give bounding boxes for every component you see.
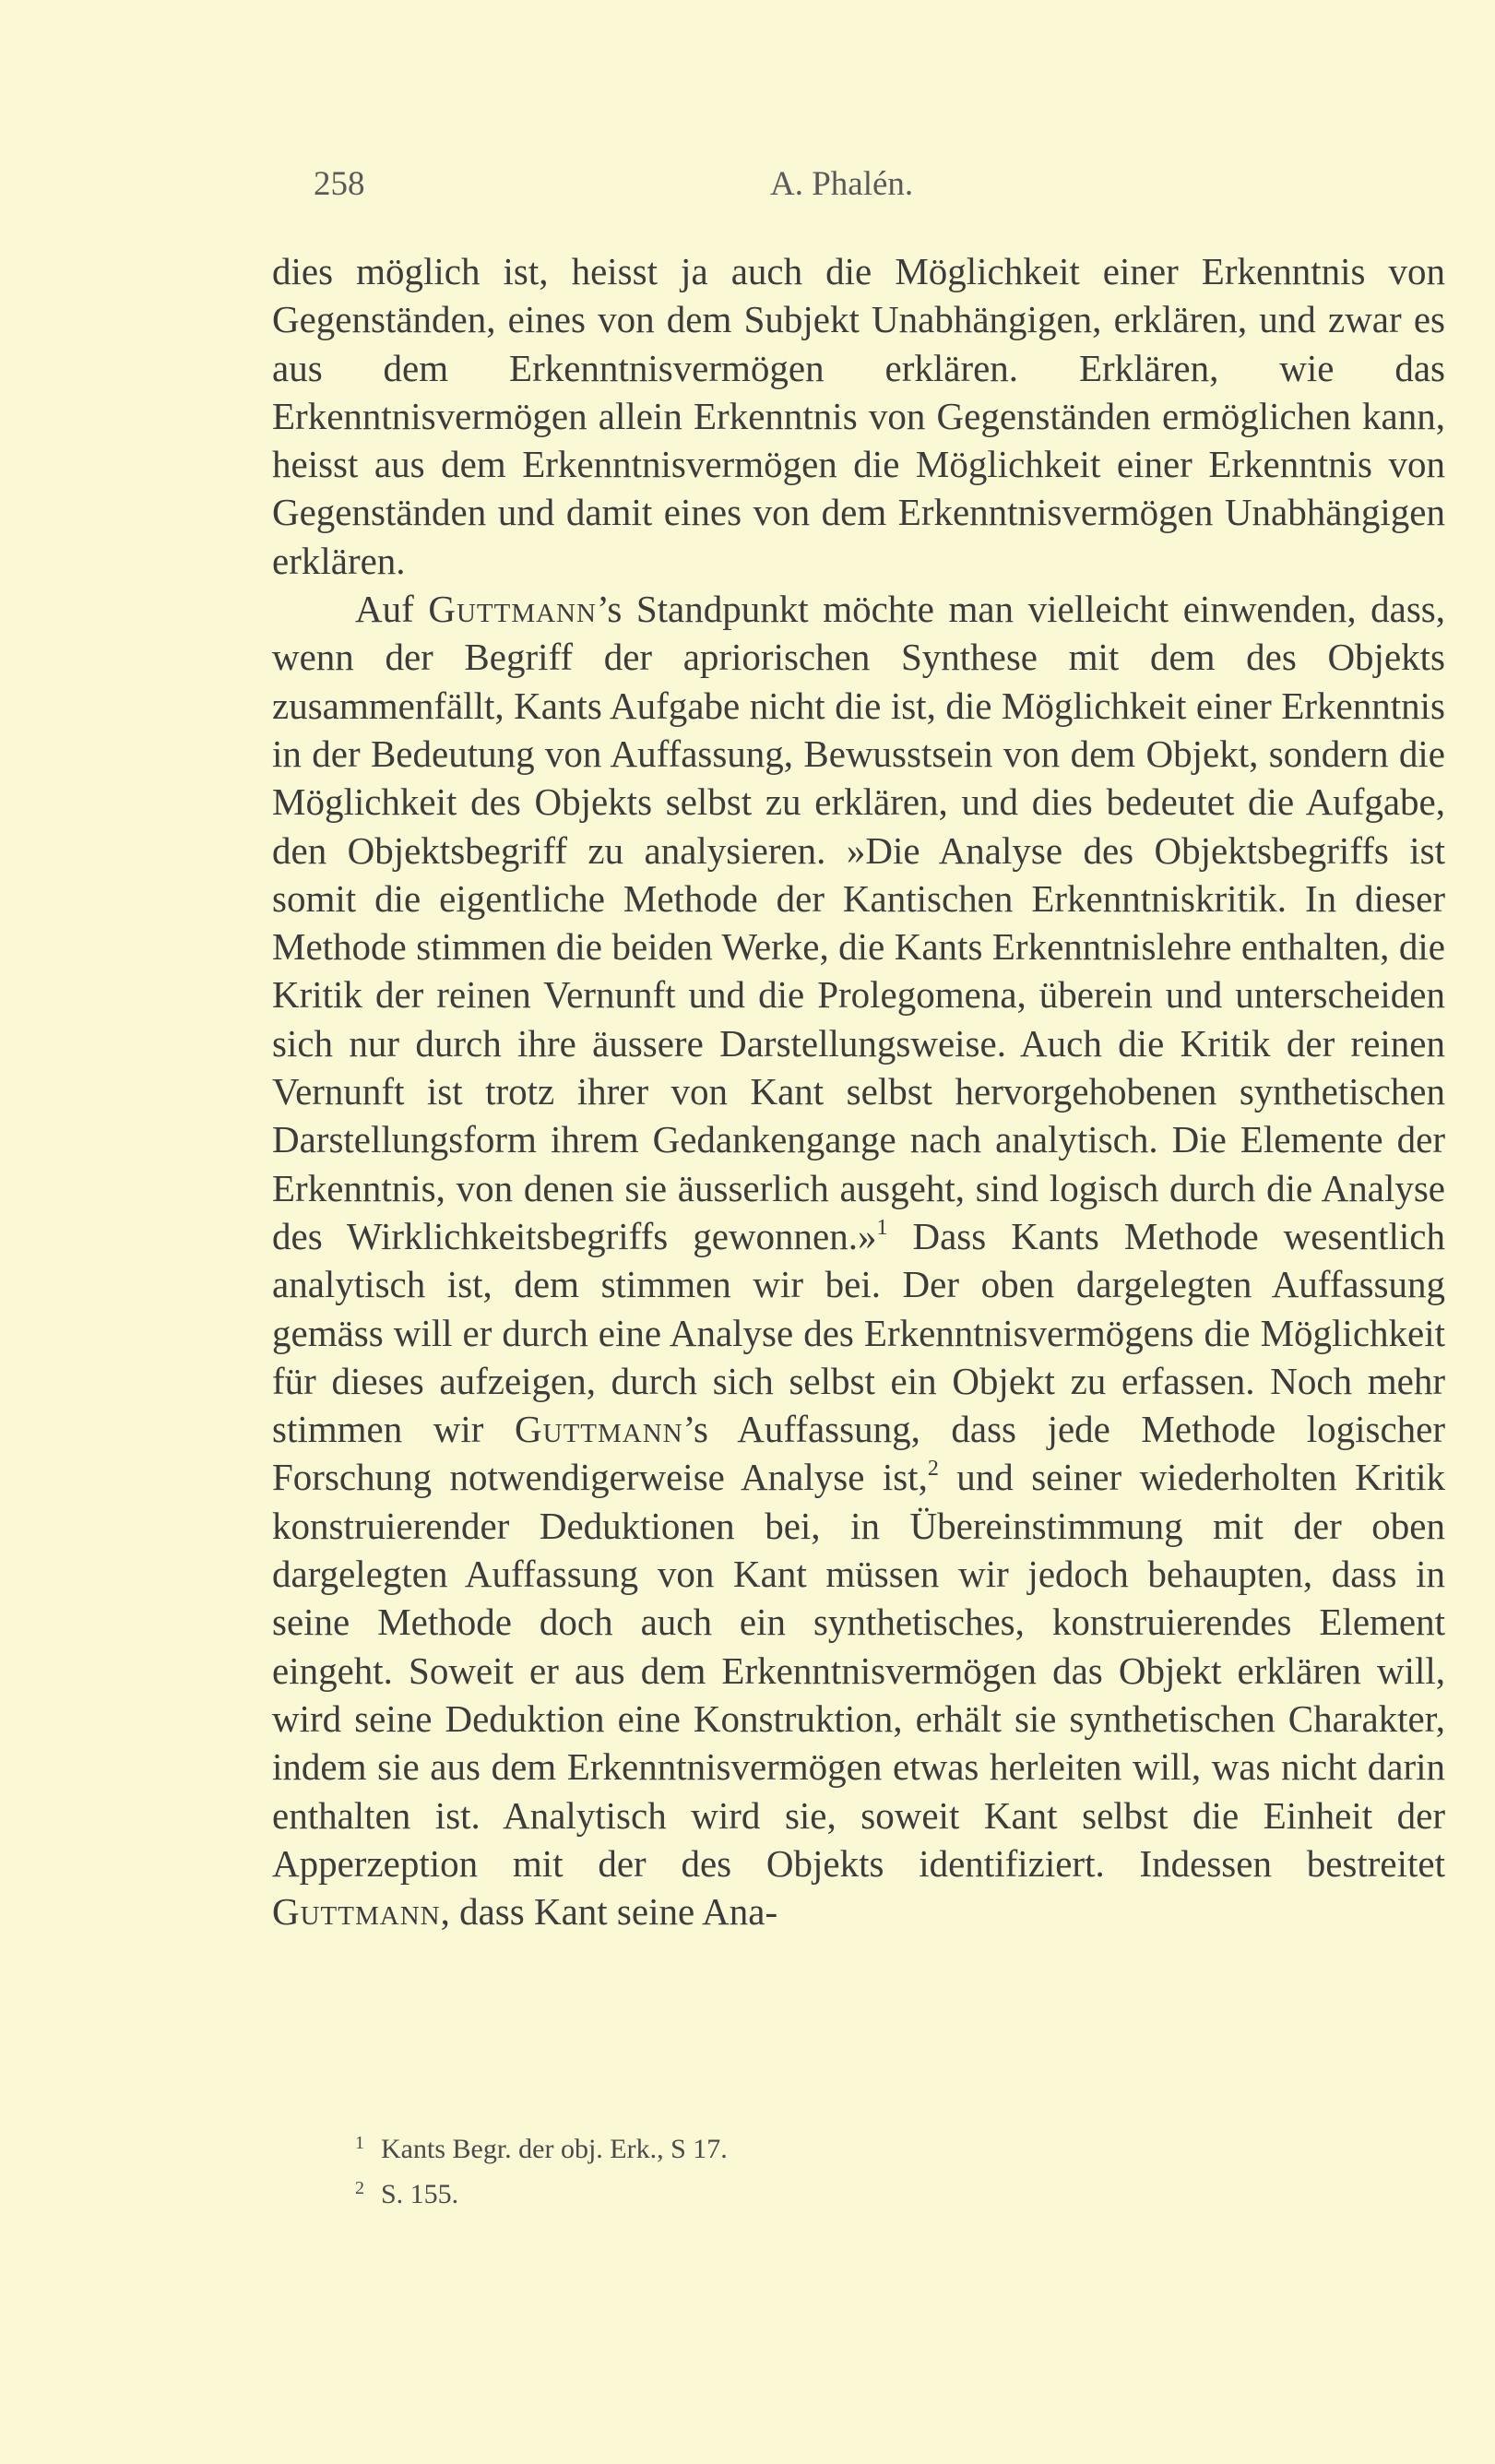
text-run: und seiner wiederholten Kritik konstruierender Deduktionen bei, in Übereinstimmung mit der oben dargelegten Auffassung von Kant müssen wir jedoch behaupten, dass in seine Methode doch auch ein synthetisches, konstruierendes Element eingeht. Soweit er aus dem Erkenntnisvermögen das Objekt erklären will, wird seine Deduktion eine Konstruktion, erhält sie synthetischen Charakter, indem sie aus dem Erkenntnisvermögen etwas herleiten will, was nicht darin enthalten ist. Analytisch wird sie, soweit Kant selbst die Einheit der Apperzeption mit der des Objekts identifiziert. Indessen bestreitet — [272, 1456, 1445, 1885]
running-head-author: A. Phalén. — [770, 165, 914, 203]
author-name-guttmann: Guttmann — [272, 1890, 441, 1934]
footnote-ref-1[interactable]: 1 — [876, 1215, 888, 1240]
footnote-mark: 2 — [355, 2178, 364, 2198]
footnote-text: Kants Begr. der obj. Erk., S 17. — [381, 2134, 728, 2164]
footnote-mark: 1 — [355, 2133, 364, 2153]
footnote-ref-2[interactable]: 2 — [927, 1457, 939, 1482]
footnote-text: S. 155. — [381, 2179, 459, 2209]
author-name-guttmann: Guttmann — [515, 1408, 683, 1451]
footnote-2 — [355, 2169, 1370, 2214]
text-run: Dass Kants Methode wesentlich analytisch ist, dem stimmen wir bei. Der oben dargelegten Auffassung gemäss will er durch eine Analyse des Erkenntnisvermögens die Möglichkeit für dieses aufzeigen, durch sich selbst ein Objekt zu erfassen. Noch mehr stimmen wir — [272, 1214, 1445, 1451]
page-number: 258 — [314, 165, 365, 203]
paragraph-1: dies möglich ist, heisst ja auch die Möglichkeit einer Erkenntnis von Gegenständen, eines von dem Subjekt Unabhängigen, erklären, und zwar es aus dem Erkenntnisvermögen erklären. Erklären, wie das Erkenntnisvermögen allein Erkenntnis von Gegenständen ermöglichen kann, heisst aus dem Erkenntnisvermögen die Möglichkeit einer Erkenntnis von Gegenständen und damit eines von dem Erkenntnisvermögen Unabhängigen erklären. — [272, 250, 1445, 582]
author-name-guttmann: Guttmann — [428, 588, 597, 631]
text-run: , dass Kant seine Ana- — [440, 1890, 778, 1934]
running-head — [272, 164, 1445, 210]
paragraph-2 — [272, 585, 1445, 1935]
footnotes — [355, 2124, 1370, 2214]
footnote-1 — [355, 2124, 1370, 2169]
text-run: ’s Standpunkt möchte man vielleicht einwenden, dass, wenn der Begriff der apriorischen Synthese mit dem des Objekts zusammenfällt, Kants Aufgabe nicht die ist, die Möglichkeit einer Erkenntnis in der Bedeutung von Auffassung, Bewusstsein von dem Objekt, sondern die Möglichkeit des Objekts selbst zu erklären, und dies bedeutet die Aufgabe, den Objektsbegriff zu analysieren. »Die Analyse des Objektsbegriffs ist somit die eigentliche Methode der Kantischen Erkenntniskritik. In dieser Methode stimmen die beiden Werke, die Kants Erkenntnislehre enthalten, die Kritik der reinen Vernunft und die Prolegomena, überein und unterscheiden sich nur durch ihre äussere Darstellungsweise. Auch die Kritik der reinen Vernunft ist trotz ihrer von Kant selbst hervorgehobenen synthetischen Darstellungsform ihrem Gedankengange nach analytisch. Die Elemente der Erkenntnis, von denen sie äusserlich ausgeht, sind logisch durch die Analyse des Wirklichkeitsbegriffs gewonnen.» — [272, 588, 1446, 1257]
main-text — [272, 247, 1445, 1935]
text-run: Auf — [355, 588, 414, 631]
text-run: ’s Auffassung, dass jede Methode logischer Forschung notwendigerweise Analyse ist, — [272, 1408, 1446, 1499]
